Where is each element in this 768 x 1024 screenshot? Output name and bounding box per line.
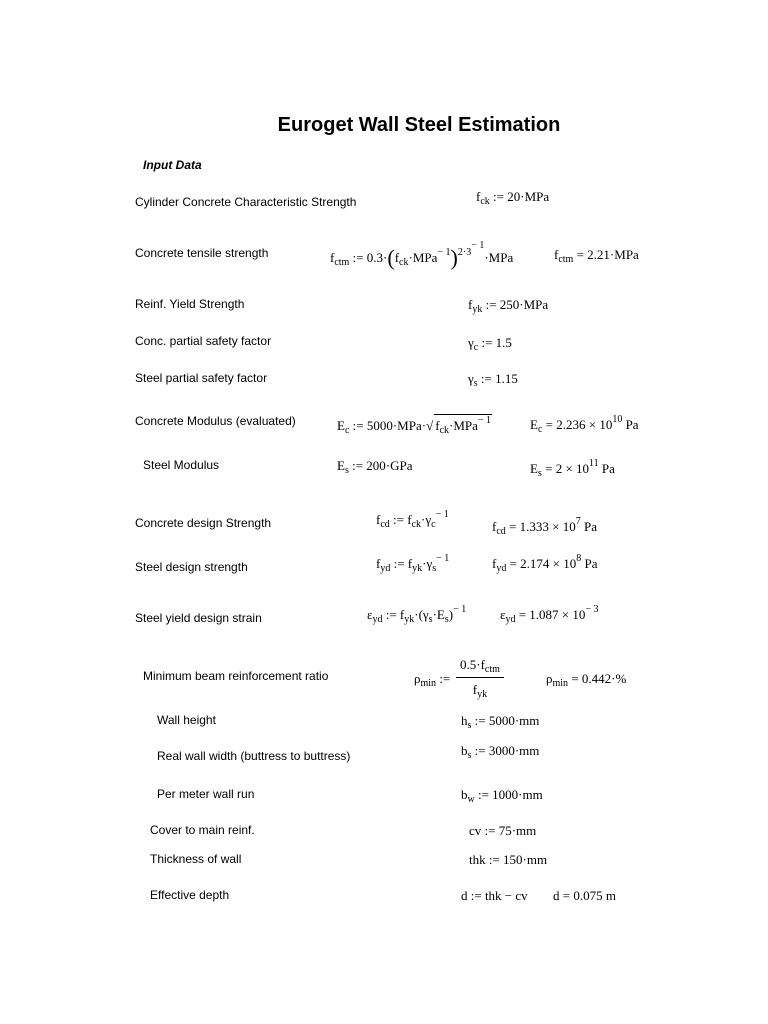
definition: $E_s$ := 200·GPa [337, 458, 413, 476]
page-title: Euroget Wall Steel Estimation [277, 114, 561, 136]
definition: $E_c$ := 5000·MPa·√ $f_{ck}\cdot MPa^{- 1}$ [337, 415, 492, 436]
result: $E_s = 2 \times 10^{11}$ Pa [530, 458, 615, 479]
result: $f_{yd} = 2.174 \times 10^8$ Pa [492, 553, 598, 574]
result: $\varepsilon_{yd} = 1.087 \times 10^{- 3}$ [500, 604, 599, 625]
row-label: Effective depth [150, 888, 230, 902]
definition: $\gamma_s$ := 1.15 [468, 371, 518, 389]
row-label: Steel Modulus [143, 458, 220, 472]
row-label: Thickness of wall [150, 852, 242, 866]
definition: $b_s$ := 3000·mm [461, 743, 540, 761]
result: $f_{cd} = 1.333 \times 10^7$ Pa [492, 516, 597, 537]
row-label: Reinf. Yield Strength [135, 297, 245, 311]
definition: $\gamma_c$ := 1.5 [468, 335, 512, 353]
row-label: Steel partial safety factor [135, 371, 268, 385]
definition: $f_{cd}$ := $f_{ck}\cdot\gamma_c^{- 1}$ [376, 509, 449, 530]
definition: cv := 75·mm [469, 823, 537, 838]
definition: $f_{yd}$ := $f_{yk}\cdot\gamma_s^{- 1}$ [376, 553, 450, 574]
row-label: Concrete tensile strength [135, 246, 269, 260]
result: d = 0.075 m [553, 888, 616, 903]
row-label: Concrete design Strength [135, 516, 272, 530]
definition: $f_{ck}$ := 20·MPa [476, 189, 550, 207]
definition: $\varepsilon_{yd}$ := $f_{yk}\cdot(\gamma_s\cdot E_s)^{- 1}$ [367, 604, 467, 625]
row-label: Concrete Modulus (evaluated) [135, 414, 296, 428]
definition: thk := 150·mm [469, 852, 548, 867]
row-label: Steel yield design strain [135, 611, 262, 625]
section-heading: Input Data [143, 158, 202, 172]
definition: d := thk − cv [461, 888, 528, 903]
row-label: Conc. partial safety factor [135, 334, 272, 348]
definition: $h_s$ := 5000·mm [461, 713, 540, 731]
row-label: Steel design strength [135, 560, 248, 574]
row-label: Cylinder Concrete Characteristic Strength [135, 195, 357, 209]
row-label: Per meter wall run [157, 787, 255, 801]
result: $f_{ctm} = 2.21\cdot MPa$ [554, 247, 639, 265]
row-label: Wall height [157, 713, 216, 727]
result: $\rho_{min} = 0.442\cdot\%$ [546, 671, 627, 689]
row-label: Real wall width (buttress to buttress) [157, 749, 351, 763]
definition: $f_{yk}$ := 250·MPa [468, 297, 549, 315]
definition: $f_{ctm}$ := $0.3\cdot(f_{ck}\cdot MPa^{- 1})^{2\cdot 3^{- 1}}\cdot MPa$ [330, 240, 514, 270]
result: $E_c = 2.236 \times 10^{10}$ Pa [530, 414, 639, 435]
row-label: Cover to main reinf. [150, 823, 255, 837]
definition: $\rho_{min}$ := [414, 671, 451, 689]
definition: $b_w$ := 1000·mm [461, 787, 543, 805]
ratio-fraction: $0.5\cdot f_{ctm}$ $f_{yk}$ [456, 657, 504, 700]
row-label: Minimum beam reinforcement ratio [143, 669, 329, 683]
